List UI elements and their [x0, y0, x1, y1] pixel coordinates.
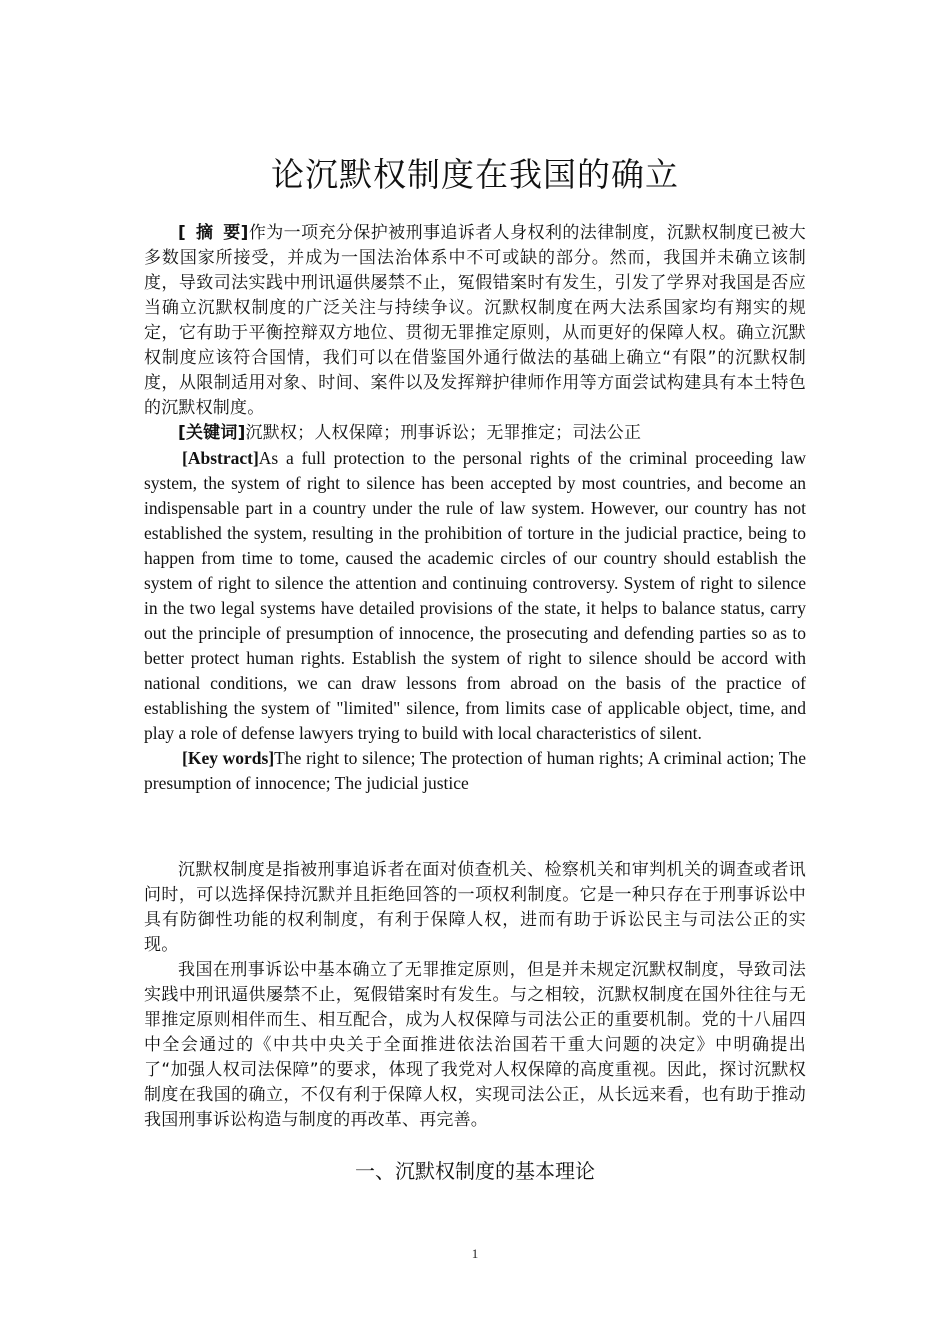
paper-title: 论沉默权制度在我国的确立 [271, 155, 679, 194]
abstract-cn-text: 作为一项充分保护被刑事追诉者人身权利的法律制度，沉默权制度已被大多数国家所接受，并成为一国法治体系中不可或缺的部分。然而，我国并未确立该制度，导致司法实践中刑讯逼供屡禁不止，冤假错案时有发生，引发了学界对我国是否应当确立沉默权制度的广泛关注与持续争议。沉默权制度在两大法系国家均有翔实的规定，它有助于平衡控辩双方地位、贯彻无罪推定原则，从而更好的保障人权。确立沉默权制度应该符合国情，我们可以在借鉴国外通行做法的基础上确立“有限”的沉默权制度，从限制适用对象、时间、案件以及发挥辩护律师作用等方面尝试构建具有本土特色的沉默权制度。 [144, 223, 806, 418]
page-number: 1 [471, 1246, 479, 1261]
abstract-cn-label-close: 要] [223, 223, 249, 243]
abstract-en-text: As a full protection to the personal rights of the criminal proceeding law system, the system of right to silence has been accepted by most countries, and become an indispensable part in a country under the rule of law system. However, our country has not established the system, resulting in the prohibition of torture in the judicial practice, being to happen from time to tome, caused the academic circles of our country should establish the system of right to silence the attention and continuing controversy. System of right to silence in the two legal systems have detailed provisions of the state, it helps to balance status, carry out the principle of presumption of innocence, the prosecuting and defending parties so as to better protect human rights. Establish the system of right to silence should be accord with national conditions, we can draw lessons from abroad on the basis of the practice of establishing the system of "limited" silence, from limits case of applicable object, time, and play a role of defense lawyers trying to build with local characteristics of silent. [144, 448, 806, 743]
abstract-en-label: [Abstract] [182, 448, 259, 468]
body-paragraph: 沉默权制度是指被刑事追诉者在面对侦查机关、检察机关和审判机关的调查或者讯问时，可以选择保持沉默并且拒绝回答的一项权利制度。它是一种只存在于刑事诉讼中具有防御性功能的权利制度，有利于保障人权，进而有助于诉讼民主与司法公正的实现。 [144, 860, 806, 955]
abstract-cn [144, 221, 806, 421]
abstract-en [144, 446, 806, 746]
page-content [144, 150, 806, 1188]
keywords-en-label: [Key words] [182, 748, 275, 768]
section-heading: 一、沉默权制度的基本理论 [355, 1159, 595, 1183]
abstract-section [144, 221, 806, 796]
keywords-en [144, 746, 806, 796]
keywords-en-text: The right to silence; The protection of human rights; A criminal action; The presumption of innocence; The judicial justice [144, 748, 806, 793]
keywords-cn-label: [关键词] [178, 423, 246, 443]
body-paragraph: 我国在刑事诉讼中基本确立了无罪推定原则，但是并未规定沉默权制度，导致司法实践中刑讯逼供屡禁不止，冤假错案时有发生。与之相较，沉默权制度在国外往往与无罪推定原则相伴而生、相互配合，成为人权保障与司法公正的重要机制。党的十八届四中全会通过的《中共中央关于全面推进依法治国若干重大问题的决定》中明确提出了“加强人权司法保障”的要求，体现了我党对人权保障的高度重视。因此，探讨沉默权制度在我国的确立，不仅有利于保障人权，实现司法公正，从长远来看，也有助于推动我国刑事诉讼构造与制度的再改革、再完善。 [144, 960, 806, 1130]
abstract-cn-label-open: [摘 [178, 223, 224, 243]
keywords-cn [144, 421, 806, 446]
keywords-cn-text: 沉默权；人权保障；刑事诉讼；无罪推定；司法公正 [245, 423, 642, 443]
body-section [144, 858, 806, 1133]
